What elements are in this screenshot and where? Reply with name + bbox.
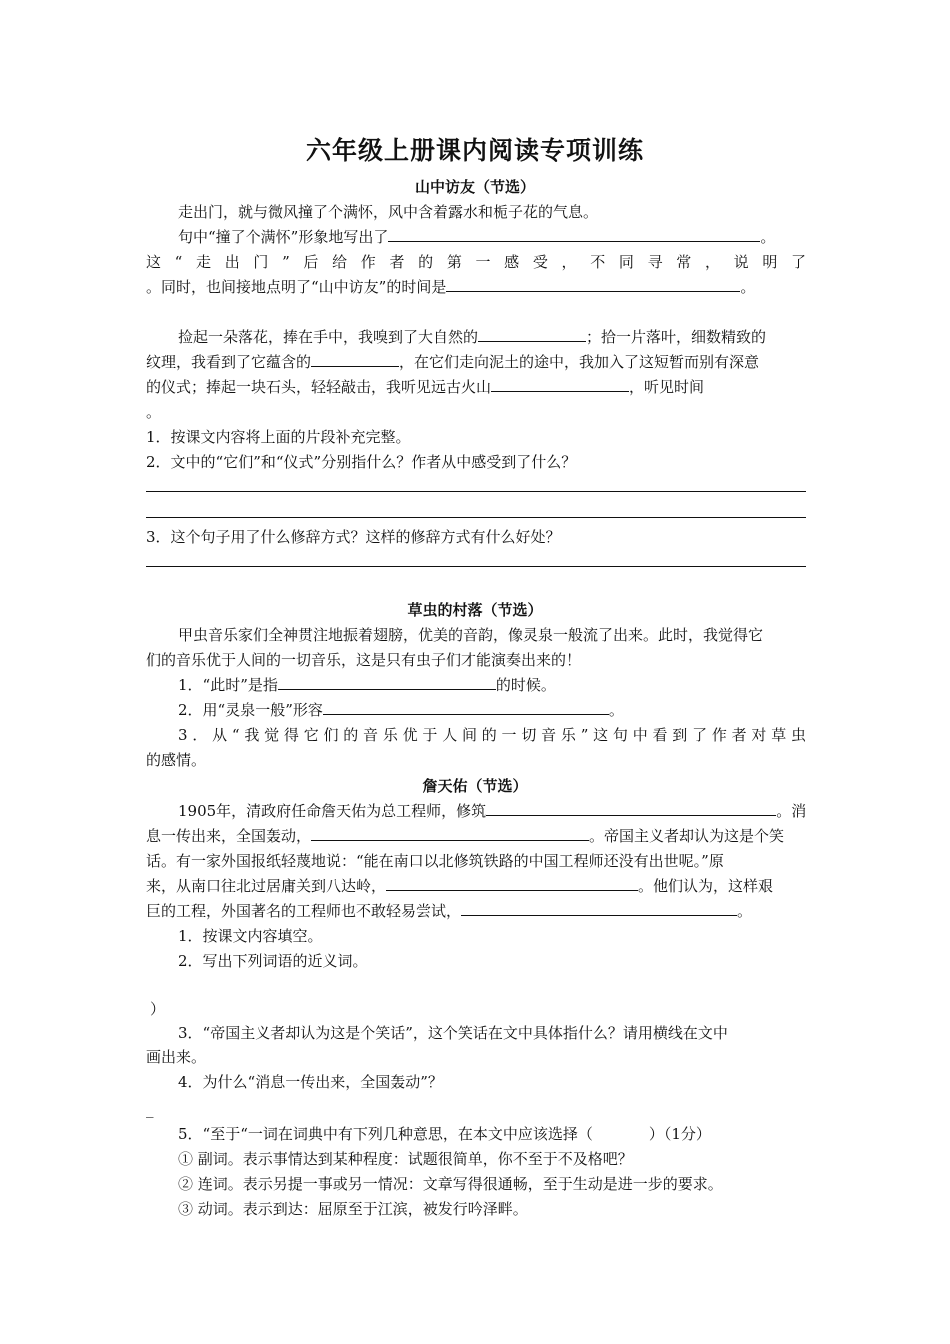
passage-text: 。他们认为，这样艰 bbox=[638, 877, 774, 895]
question-text: 。 bbox=[608, 701, 624, 719]
passage-line: 们的音乐优于人间的一切音乐，这是只有虫子们才能演奏出来的！ bbox=[146, 651, 582, 669]
passage-text: ，听见时间 bbox=[629, 378, 705, 396]
answer-blank[interactable] bbox=[486, 799, 776, 816]
question-3-cont: 画出来。 bbox=[146, 1048, 207, 1066]
answer-blank[interactable] bbox=[323, 698, 609, 715]
passage-text: ，在它们走向泥土的途中，我加入了这短暂而别有深意 bbox=[399, 353, 760, 371]
question-1: 1．按课文内容将上面的片段补充完整。 bbox=[146, 428, 411, 446]
question-1: 1．按课文内容填空。 bbox=[178, 927, 323, 945]
question-5 bbox=[178, 1122, 806, 1146]
passage-text: ；拾一片落叶，细数精致的 bbox=[586, 328, 767, 346]
question-1 bbox=[178, 673, 806, 697]
synonym-close: ） bbox=[150, 1000, 166, 1018]
section-heading-zhantianyou: 詹天佑（节选） bbox=[422, 777, 528, 795]
passage-text: 来，从南口往北过居庸关到八达岭， bbox=[146, 877, 387, 895]
option-1: ① 副词。表示事情达到某种程度：试题很简单，你不至于不及格吧？ bbox=[178, 1150, 633, 1168]
answer-line[interactable] bbox=[146, 491, 806, 492]
passage-text: 。消 bbox=[776, 802, 806, 820]
question-text: ）（1分） bbox=[648, 1125, 711, 1143]
passage-line: 。 bbox=[146, 403, 162, 421]
section-heading-shanzhongfangyou: 山中访友（节选） bbox=[414, 178, 535, 196]
passage-line bbox=[146, 874, 806, 898]
passage-line: 甲虫音乐家们全神贯注地振着翅膀，优美的音韵，像灵泉一般流了出来。此时，我觉得它 bbox=[178, 626, 764, 644]
question-line bbox=[146, 275, 806, 299]
passage-line: 走出门，就与微风撞了个满怀，风中含着露水和栀子花的气息。 bbox=[178, 203, 599, 221]
passage-line bbox=[146, 824, 806, 848]
question-text: 5．“至于“一词在词典中有下列几种意思，在本文中应该选择（ bbox=[178, 1125, 593, 1143]
answer-mark[interactable]: _ bbox=[146, 1100, 154, 1118]
question-3: 3．这个句子用了什么修辞方式？这样的修辞方式有什么好处？ bbox=[146, 528, 561, 546]
answer-line[interactable] bbox=[146, 517, 806, 518]
question-line: 这“走出门”后给作者的第一感受，不同寻常，说明了 bbox=[146, 253, 806, 271]
question-text: 。 bbox=[760, 228, 776, 246]
question-text: 。同时，也间接地点明了“山中访友”的时间是 bbox=[146, 278, 447, 296]
answer-blank[interactable] bbox=[461, 899, 737, 916]
passage-text: 1905年，清政府任命詹天佑为总工程师，修筑 bbox=[178, 802, 487, 820]
passage-line: 话。有一家外国报纸轻蔑地说：“能在南口以北修筑铁路的中国工程师还没有出世呢。”原 bbox=[146, 852, 724, 870]
passage-text: 息一传出来，全国轰动， bbox=[146, 827, 312, 845]
question-text: 1．“此时”是指 bbox=[178, 676, 278, 694]
answer-blank[interactable] bbox=[478, 325, 586, 342]
question-2 bbox=[178, 698, 806, 722]
page-title: 六年级上册课内阅读专项训练 bbox=[305, 136, 644, 165]
answer-line[interactable] bbox=[146, 566, 806, 567]
passage-text: 纹理，我看到了它蕴含的 bbox=[146, 353, 312, 371]
passage-text: 巨的工程，外国著名的工程师也不敢轻易尝试， bbox=[146, 902, 462, 920]
question-text: 。 bbox=[740, 278, 756, 296]
section-heading-caochongdecunluo: 草虫的村落（节选） bbox=[407, 601, 543, 619]
passage-text: 。 bbox=[737, 902, 753, 920]
answer-blank[interactable] bbox=[278, 673, 496, 690]
question-3: 3．“帝国主义者却认为这是个笑话”，这个笑话在文中具体指什么？请用横线在文中 bbox=[178, 1024, 728, 1042]
question-text: 的时候。 bbox=[495, 676, 556, 694]
passage-text: 的仪式；捧起一块石头，轻轻敲击，我听见远古火山 bbox=[146, 378, 492, 396]
question-4: 4．为什么“消息一传出来，全国轰动”？ bbox=[178, 1073, 443, 1091]
passage-text: 。帝国主义者却认为这是个笑 bbox=[589, 827, 785, 845]
answer-blank[interactable] bbox=[491, 375, 629, 392]
question-2: 2．文中的“它们”和“仪式”分别指什么？作者从中感受到了什么？ bbox=[146, 453, 577, 471]
passage-line bbox=[146, 350, 806, 374]
answer-blank[interactable] bbox=[311, 350, 399, 367]
option-3: ③ 动词。表示到达：屈原至于江滨，被发行吟泽畔。 bbox=[178, 1200, 528, 1218]
answer-blank[interactable] bbox=[388, 225, 760, 242]
answer-blank[interactable] bbox=[386, 874, 638, 891]
passage-text: 捡起一朵落花，捧在手中，我嗅到了大自然的 bbox=[178, 328, 479, 346]
passage-line bbox=[178, 799, 806, 823]
option-2: ② 连词。表示另提一事或另一情况：文章写得很通畅，至于生动是进一步的要求。 bbox=[178, 1175, 723, 1193]
question-text: 2．用“灵泉一般”形容 bbox=[178, 701, 323, 719]
passage-line bbox=[146, 375, 806, 399]
question-2: 2．写出下列词语的近义词。 bbox=[178, 952, 368, 970]
answer-blank[interactable] bbox=[311, 824, 589, 841]
question-line bbox=[178, 225, 806, 249]
passage-line bbox=[178, 325, 806, 349]
question-3-cont: 的感情。 bbox=[146, 751, 207, 769]
question-text: 句中“撞了个满怀”形象地写出了 bbox=[178, 228, 389, 246]
answer-blank[interactable] bbox=[446, 275, 740, 292]
passage-line bbox=[146, 899, 806, 923]
question-3: 3．从“我觉得它们的音乐优于人间的一切音乐”这句中看到了作者对草虫 bbox=[178, 726, 806, 744]
